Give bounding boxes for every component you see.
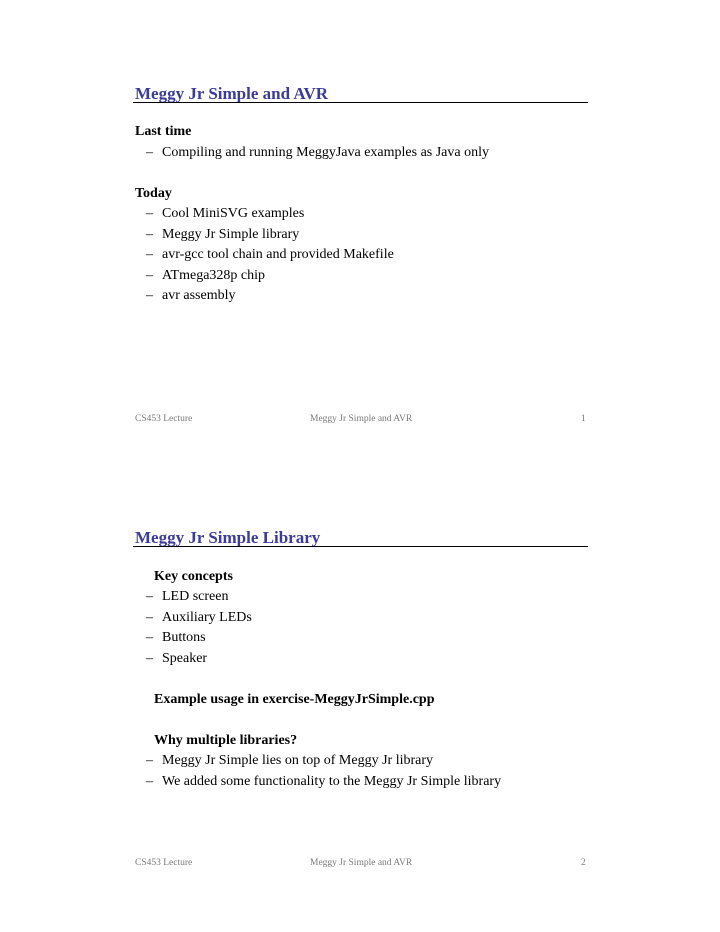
list-item: – Cool MiniSVG examples <box>146 206 305 221</box>
list-item: – Compiling and running MeggyJava examples as Java only <box>146 145 489 160</box>
section-heading: Today <box>135 186 172 201</box>
list-item: – Meggy Jr Simple library <box>146 227 300 242</box>
section-heading: Why multiple libraries? <box>154 733 298 748</box>
list-item: – We added some functionality to the Meggy Jr Simple library <box>146 774 502 789</box>
footer-center: Meggy Jr Simple and AVR <box>310 414 413 424</box>
list-item: – Meggy Jr Simple lies on top of Meggy Jr library <box>146 753 434 768</box>
list-item: – avr-gcc tool chain and provided Makefile <box>146 247 394 262</box>
slide-title: Meggy Jr Simple Library <box>135 528 321 547</box>
list-item: – Buttons <box>146 630 206 645</box>
section-heading: Example usage in exercise-MeggyJrSimple.cpp <box>154 692 435 707</box>
list-item: – ATmega328p chip <box>146 268 266 283</box>
list-item: – Speaker <box>146 651 208 666</box>
list-item: – Auxiliary LEDs <box>146 610 252 625</box>
page-number: 2 <box>581 858 586 868</box>
list-item: – LED screen <box>146 589 229 604</box>
footer-left: CS453 Lecture <box>135 858 193 868</box>
section-heading: Last time <box>135 124 192 139</box>
footer-center: Meggy Jr Simple and AVR <box>310 858 413 868</box>
page-number: 1 <box>581 414 586 424</box>
footer-left: CS453 Lecture <box>135 414 193 424</box>
section-heading: Key concepts <box>154 569 233 584</box>
list-item: – avr assembly <box>146 288 236 303</box>
title-rule <box>133 546 588 547</box>
slide-title: Meggy Jr Simple and AVR <box>135 84 329 103</box>
